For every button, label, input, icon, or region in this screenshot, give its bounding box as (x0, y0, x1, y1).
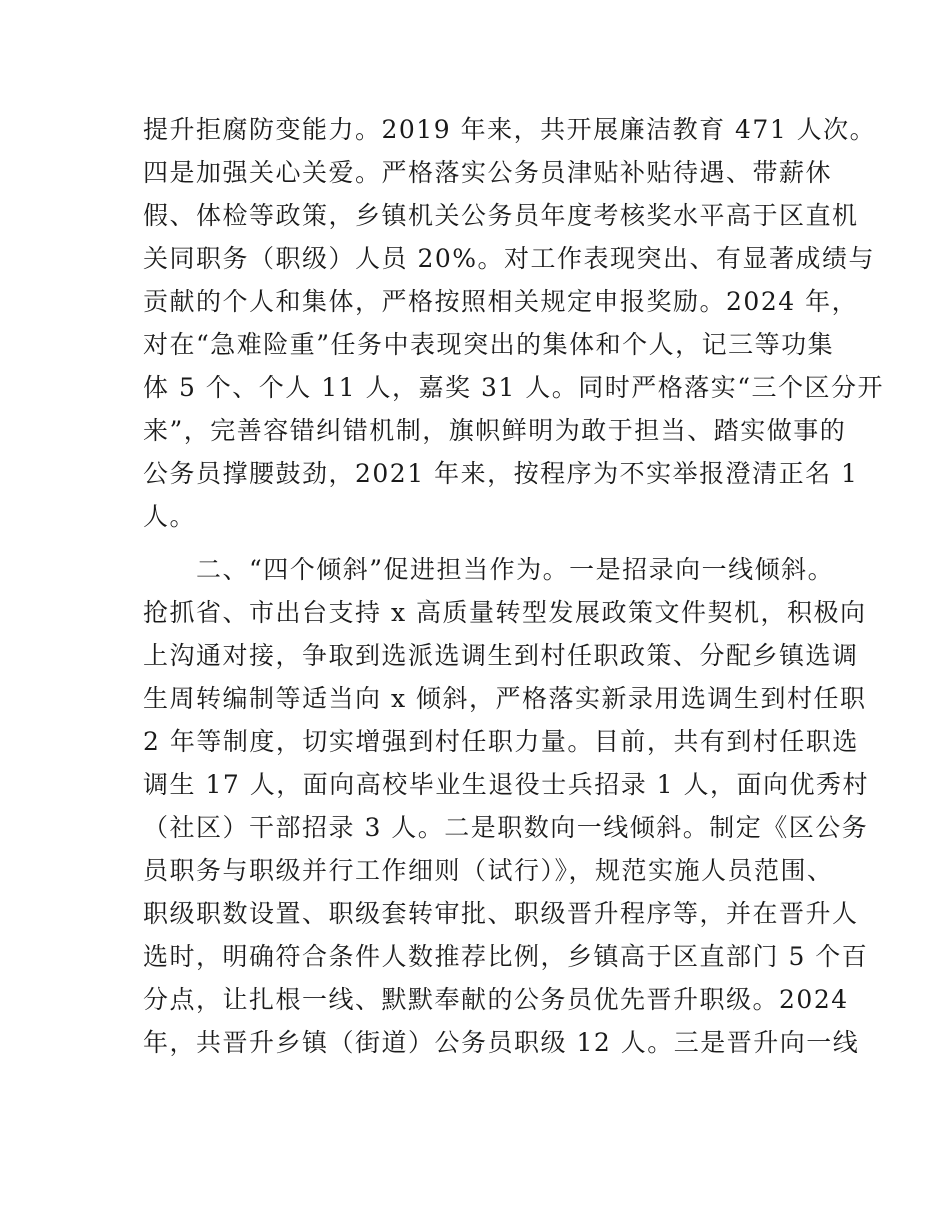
text-line: 员职务与职级并行工作细则（试行）》，规范实施人员范围、 (143, 856, 834, 885)
text-line: 年，共晋升乡镇（街道）公务员职级 12 人。三是晋升向一线 (143, 1028, 860, 1057)
text-line: 假、体检等政策，乡镇机关公务员年度考核奖水平高于区直机 (143, 201, 859, 230)
paragraph (143, 108, 884, 538)
text-line: 选时，明确符合条件人数推荐比例，乡镇高于区直部门 5 个百 (143, 942, 869, 971)
text-line: 调生 17 人，面向高校毕业生退役士兵招录 1 人，面向优秀村 (143, 770, 870, 799)
text-line: 公务员撑腰鼓劲，2021 年来，按程序为不实举报澄清正名 1 (143, 459, 859, 488)
text-line: 贡献的个人和集体，严格按照相关规定申报奖励。2024 年， (143, 287, 859, 316)
text-line: 生周转编制等适当向 x 倾斜，严格落实新录用选调生到村任职 (143, 684, 867, 713)
document-body (143, 108, 884, 1064)
text-line: 抢抓省、市出台支持 x 高质量转型发展政策文件契机，积极向 (143, 598, 867, 627)
text-line: 人。 (143, 502, 197, 531)
text-line: 来”，完善容错纠错机制，旗帜鲜明为敢于担当、踏实做事的 (143, 416, 847, 445)
text-line: 职级职数设置、职级套转审批、职级晋升程序等，并在晋升人 (143, 899, 859, 928)
paragraph-gap (143, 538, 815, 548)
text-line: 关同职务（职级）人员 20%。对工作表现突出、有显著成绩与 (143, 244, 876, 273)
text-line: 上沟通对接，争取到选派选调生到村任职政策、分配乡镇选调 (143, 641, 859, 670)
text-line: 分点，让扎根一线、默默奉献的公务员优先晋升职级。2024 (143, 985, 849, 1014)
text-line: 2 年等制度，切实增强到村任职力量。目前，共有到村任职选 (143, 727, 859, 756)
paragraph (143, 548, 870, 1064)
text-line: 体 5 个、个人 11 人，嘉奖 31 人。同时严格落实“三个区分开 (143, 373, 884, 402)
text-line: 提升拒腐防变能力。2019 年来，共开展廉洁教育 471 人次。 (143, 115, 877, 144)
text-line: 二、“四个倾斜”促进担当作为。一是招录向一线倾斜。 (143, 555, 835, 584)
text-line: （社区）干部招录 3 人。二是职数向一线倾斜。制定《区公务 (143, 813, 869, 842)
text-line: 对在“急难险重”任务中表现突出的集体和个人，记三等功集 (143, 330, 835, 359)
text-line: 四是加强关心关爱。严格落实公务员津贴补贴待遇、带薪休 (143, 158, 833, 187)
